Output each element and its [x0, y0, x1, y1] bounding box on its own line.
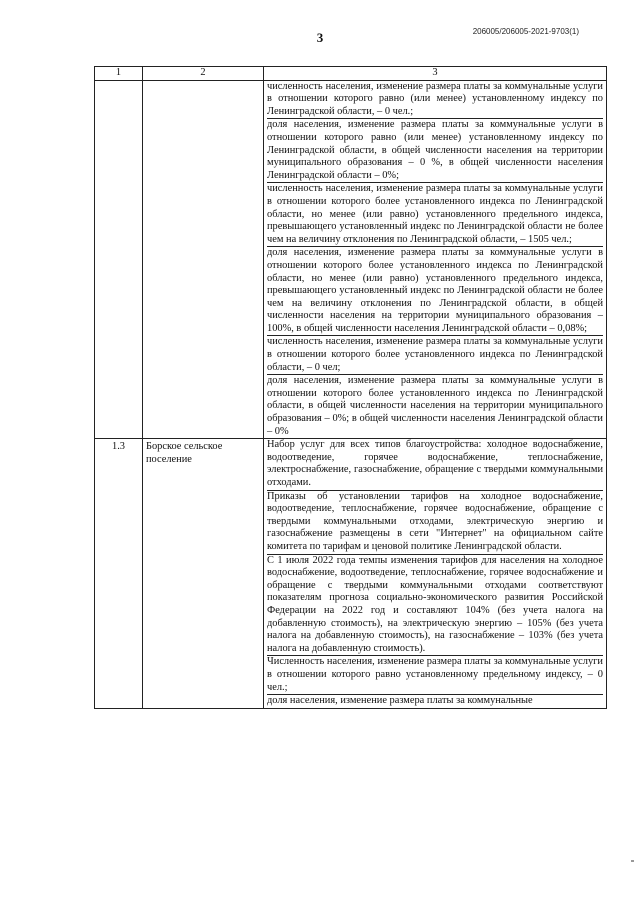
- paragraph: Приказы об установлении тарифов на холодное водоснабжение, водоотведение, теплоснабжение, горячее водоснабжение, обращение с твердыми коммунальными отходами, электрическую энергию и газоснабжение размещены в сети "Интернет" на официальном сайте комитета по тарифам и ценовой политике Ленинградской области.: [267, 491, 603, 555]
- cell-number-empty: [95, 80, 143, 439]
- page-number: 3: [316, 30, 324, 45]
- header-col-2: 2: [143, 67, 264, 81]
- cell-description: [264, 80, 607, 439]
- row-number: 1.3: [95, 439, 143, 708]
- table-row-continuation: [95, 80, 607, 439]
- header-col-1: 1: [95, 67, 143, 81]
- paragraph: доля населения, изменение размера платы за коммунальные услуги в отношении которого более установленного индекса по Ленинградской области, но менее (или равно) установленного предельного индекса, превышающего установленный индекс по Ленинградской области не более чем на величину отклонения по Ленинградской области, в общей численности населения на территории муниципального образования – 100%, в общей численности населения Ленинградской области – 0,08%;: [267, 247, 603, 336]
- paragraph: доля населения, изменение размера платы за коммунальные услуги в отношении которого равно (или менее) установленному индексу по Ленинградской области, в общей численности населения на территории муниципального образования – 0 %, в общей численности населения Ленинградской области – 0%;: [267, 119, 603, 183]
- scan-mark: [631, 860, 634, 862]
- cell-name-empty: [143, 80, 264, 439]
- paragraph: численность населения, изменение размера платы за коммунальные услуги в отношении которого равно (или менее) установленному индексу по Ленинградской области, – 0 чел.;: [267, 81, 603, 120]
- paragraph: численность населения, изменение размера платы за коммунальные услуги в отношении которого более установленного индекса по Ленинградской области, – 0 чел;: [267, 336, 603, 375]
- table-row-1-3: [95, 439, 607, 708]
- header-col-3: 3: [264, 67, 607, 81]
- paragraph: доля населения, изменение размера платы за коммунальные: [267, 695, 533, 707]
- paragraph: Набор услуг для всех типов благоустройства: холодное водоснабжение, водоотведение, горячее водоснабжение, теплоснабжение, электроснабжение, газоснабжение, обращение с твердыми коммунальными отходами.: [267, 439, 603, 490]
- paragraph: доля населения, изменение размера платы за коммунальные услуги в отношении которого более установленного индекса по Ленинградской области, в общей численности населения на территории муниципального образования – 0%; в общей численности населения Ленинградской области – 0%: [267, 375, 603, 437]
- document-code: 206005/206005-2021-9703(1): [472, 27, 579, 36]
- tariff-table: [94, 66, 607, 709]
- table-header-row: [95, 67, 607, 81]
- settlement-name: Борское сельское поселение: [143, 439, 264, 708]
- paragraph: Численность населения, изменение размера платы за коммунальные услуги в отношении которого равно установленному предельному индексу, – 0 чел.;: [267, 656, 603, 695]
- paragraph: С 1 июля 2022 года темпы изменения тарифов для населения на холодное водоснабжение, водоотведение, теплоснабжение, горячее водоснабжение и обращение с твердыми коммунальными отходами соответствуют показателям прогноза социально-экономического развития Российской Федерации на 2022 год и составляют 104% (без учета налога на добавленную стоимость), на электрическую энергию – 105% (без учета налога на добавленную стоимость), на газоснабжение – 103% (без учета налога на добавленную стоимость).: [267, 555, 603, 657]
- paragraph: численность населения, изменение размера платы за коммунальные услуги в отношении которого более установленного индекса по Ленинградской области, но менее (или равно) установленного предельного индекса, превышающего установленный индекс по Ленинградской области не более чем на величину отклонения по Ленинградской области, – 1505 чел.;: [267, 183, 603, 247]
- cell-description: [264, 439, 607, 708]
